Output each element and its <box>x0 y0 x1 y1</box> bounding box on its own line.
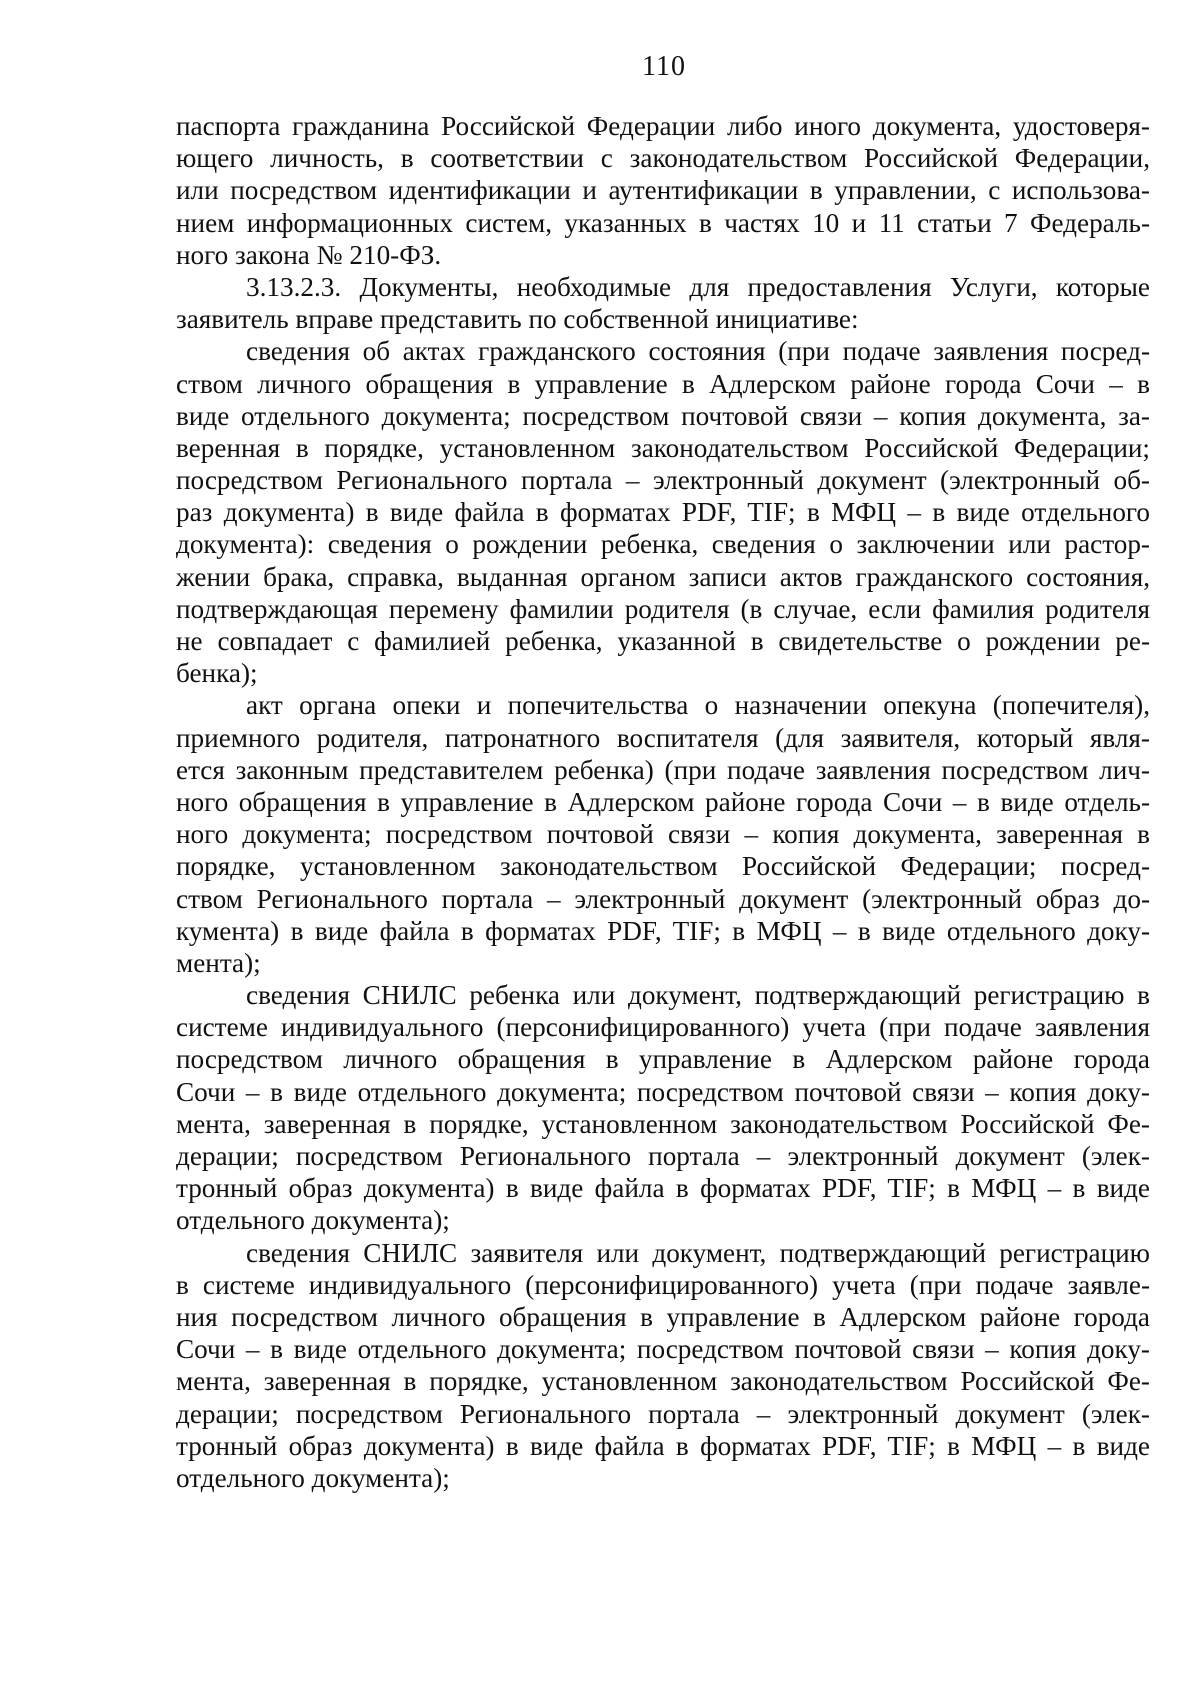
text-line: ния посредством личного обращения в управление в Адлерском районе города <box>176 1301 1150 1332</box>
text-line: документа): сведения о рождении ребенка, сведения о заключении или растор- <box>176 529 1150 560</box>
page-number: 110 <box>642 51 686 82</box>
text-line: нием информационных систем, указанных в частях 10 и 11 статьи 7 Федераль- <box>176 207 1150 238</box>
text-line: Сочи – в виде отдельного документа; посредством почтовой связи – копия доку- <box>176 1334 1150 1365</box>
text-line: не совпадает с фамилией ребенка, указанной в свидетельстве о рождении ре- <box>176 626 1150 656</box>
text-line: сведения об актах гражданского состояния (при подаче заявления посред- <box>246 336 1150 367</box>
text-line: жении брака, справка, выданная органом записи актов гражданского состояния, <box>176 561 1150 592</box>
text-line: Сочи – в виде отдельного документа; посредством почтовой связи – копия доку- <box>176 1076 1150 1107</box>
text-line: тронный образ документа) в виде файла в форматах PDF, TIF; в МФЦ – в виде <box>176 1430 1150 1461</box>
text-line: посредством Регионального портала – электронный документ (электронный об- <box>176 465 1150 496</box>
text-line: ством личного обращения в управление в Адлерском районе города Сочи – в <box>176 368 1150 399</box>
text-line: мента); <box>176 947 261 978</box>
text-line: 3.13.2.3. Документы, необходимые для предоставления Услуги, которые <box>246 271 1150 302</box>
text-line: кумента) в виде файла в форматах PDF, TIF; в МФЦ – в виде отдельного доку- <box>176 915 1150 946</box>
text-line: сведения СНИЛС заявителя или документ, подтверждающий регистрацию <box>246 1237 1150 1268</box>
text-line: дерации; посредством Регионального портала – электронный документ (элек- <box>176 1398 1150 1429</box>
text-line: раз документа) в виде файла в форматах PDF, TIF; в МФЦ – в виде отдельного <box>176 497 1150 528</box>
text-line: паспорта гражданина Российской Федерации либо иного документа, удостоверя- <box>176 111 1150 141</box>
text-line: виде отдельного документа; посредством почтовой связи – копия документа, за- <box>176 400 1150 431</box>
text-line: приемного родителя, патронатного воспитателя (для заявителя, который явля- <box>176 722 1150 753</box>
text-line: мента, заверенная в порядке, установленном законодательством Российской Фе- <box>176 1366 1150 1397</box>
text-line: в системе индивидуального (персонифицированного) учета (при подаче заявле- <box>176 1269 1150 1300</box>
text-line: ного обращения в управление в Адлерском районе города Сочи – в виде отдель- <box>176 786 1150 817</box>
text-line: бенка); <box>176 658 258 689</box>
text-line: акт органа опеки и попечительства о назначении опекуна (попечителя), <box>246 690 1150 721</box>
text-line: отдельного документа); <box>176 1205 450 1236</box>
text-line: дерации; посредством Регионального портала – электронный документ (элек- <box>176 1141 1150 1171</box>
document-body <box>176 110 1150 1494</box>
text-line: ющего личность, в соответствии с законодательством Российской Федерации, <box>176 143 1150 174</box>
text-line: посредством личного обращения в управление в Адлерском районе города <box>176 1044 1150 1075</box>
text-line: ного закона № 210-ФЗ. <box>176 239 442 270</box>
text-line: заявитель вправе представить по собственной инициативе: <box>176 304 859 335</box>
text-line: системе индивидуального (персонифицированного) учета (при подаче заявления <box>176 1012 1150 1043</box>
text-line: мента, заверенная в порядке, установленном законодательством Российской Фе- <box>176 1108 1150 1139</box>
text-line: тронный образ документа) в виде файла в форматах PDF, TIF; в МФЦ – в виде <box>176 1173 1150 1204</box>
text-line: порядке, установленном законодательством Российской Федерации; посред- <box>176 851 1150 882</box>
text-line: или посредством идентификации и аутентификации в управлении, с использова- <box>176 175 1150 206</box>
text-line: ется законным представителем ребенка) (при подаче заявления посредством лич- <box>176 754 1150 785</box>
text-line: ного документа; посредством почтовой связи – копия документа, заверенная в <box>176 819 1150 850</box>
text-line: отдельного документа); <box>176 1462 450 1493</box>
text-line: ством Регионального портала – электронный документ (электронный образ до- <box>176 883 1150 914</box>
text-line: веренная в порядке, установленном законодательством Российской Федерации; <box>176 432 1150 463</box>
text-line: сведения СНИЛС ребенка или документ, подтверждающий регистрацию в <box>246 980 1150 1011</box>
text-line: подтверждающая перемену фамилии родителя (в случае, если фамилия родителя <box>176 593 1150 624</box>
